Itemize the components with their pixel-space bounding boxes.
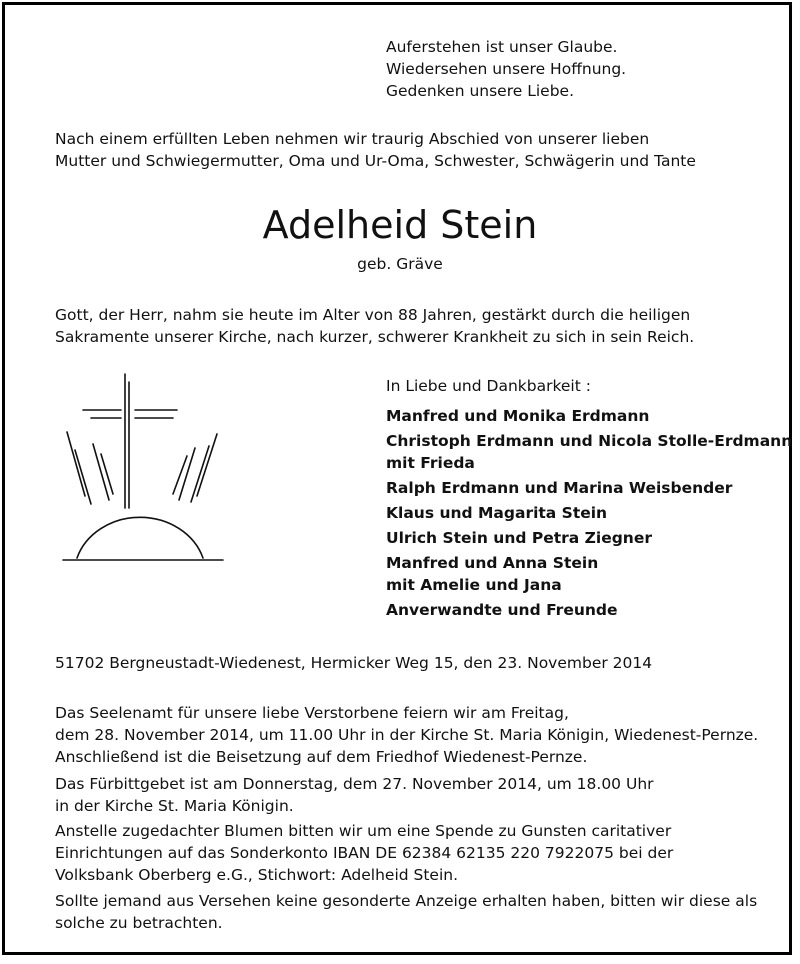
birth-name: geb. Gräve (357, 255, 443, 273)
prayer-text: Das Fürbittgebet ist am Donnerstag, dem 27. November 2014, um 18.00 Uhr in der Kirche St. Maria Königin. (55, 775, 654, 815)
motto: Auferstehen ist unser Glaube. Wiedersehen unsere Hoffnung. Gedenken unsere Liebe. (386, 38, 627, 100)
mourner-entry: Klaus und Magarita Stein (386, 504, 608, 522)
mourner-entry: Anverwandte und Freunde (386, 601, 618, 619)
place-date: 51702 Bergneustadt-Wiedenest, Hermicker Weg 15, den 23. November 2014 (55, 654, 653, 672)
mourner-entry: Christoph Erdmann und Nicola Stolle-Erdmann mit Frieda (386, 432, 793, 472)
death-text: Gott, der Herr, nahm sie heute im Alter von 88 Jahren, gestärkt durch die heiligen Sakramente unserer Kirche, nach kurzer, schwerer Krankheit zu sich in sein Reich. (55, 306, 695, 346)
mourner-list (386, 405, 792, 624)
cross-sunrise-icon (55, 368, 230, 568)
deceased-name: Adelheid Stein (262, 203, 538, 247)
thanks-heading: In Liebe und Dankbarkeit : (386, 377, 591, 395)
donation-text: Anstelle zugedachter Blumen bitten wir um eine Spende zu Gunsten caritativer Einrichtungen auf das Sonderkonto IBAN DE 62384 62135 220 7922075 bei der Volksbank Oberberg e.G., Stichwort: Adelheid Stein. (55, 822, 674, 884)
intro-text: Nach einem erfüllten Leben nehmen wir traurig Abschied von unserer lieben Mutter und Schwiegermutter, Oma und Ur-Oma, Schwester, Schwägerin und Tante (55, 130, 696, 170)
mourner-entry: Ulrich Stein und Petra Ziegner (386, 529, 652, 547)
mourner-entry: Manfred und Monika Erdmann (386, 407, 650, 425)
mourner-entry: Manfred und Anna Stein mit Amelie und Jana (386, 554, 599, 594)
service-text: Das Seelenamt für unsere liebe Verstorbene feiern wir am Freitag, dem 28. November 2014, um 11.00 Uhr in der Kirche St. Maria Königin, Wiedenest-Pernze. Anschließend ist die Beisetzung auf dem Friedhof Wiedenest-Pernze. (55, 704, 759, 766)
mourner-entry: Ralph Erdmann und Marina Weisbender (386, 479, 733, 497)
notice-text: Sollte jemand aus Versehen keine gesonderte Anzeige erhalten haben, bitten wir diese als solche zu betrachten. (55, 892, 758, 932)
